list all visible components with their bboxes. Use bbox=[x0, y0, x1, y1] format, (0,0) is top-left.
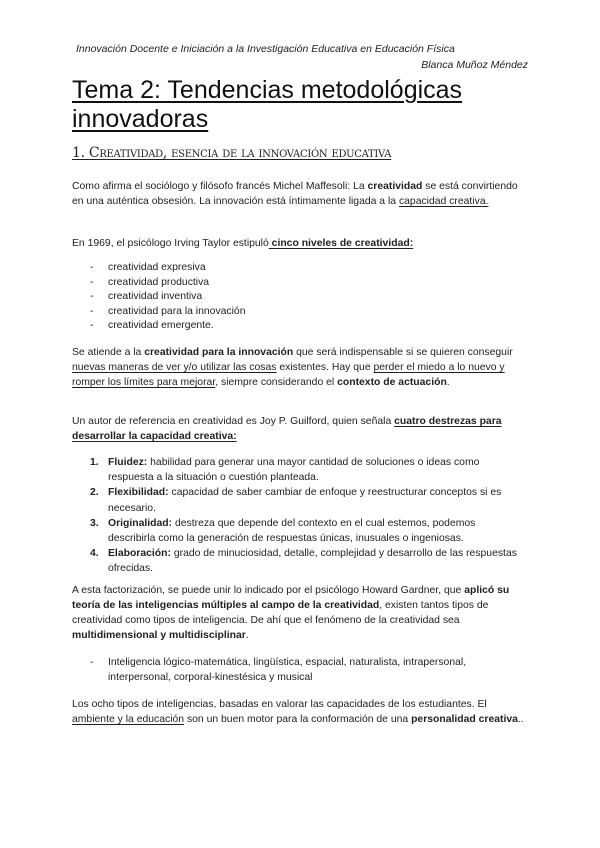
intelligences-list bbox=[90, 655, 520, 685]
list-item bbox=[90, 485, 520, 515]
guilford-skills-list bbox=[90, 455, 520, 577]
paragraph-gardner bbox=[72, 583, 528, 643]
p4-text-a: Un autor de referencia en creatividad es Joy P. Guilford, quien señala bbox=[72, 416, 395, 427]
list-number: 1. bbox=[90, 457, 99, 468]
list-item: - creatividad productiva bbox=[90, 276, 520, 291]
skill-term: Originalidad: bbox=[108, 517, 173, 529]
p3-text-c: que será indispensable si se quieren conseguir bbox=[293, 347, 513, 358]
p1-underline-capacidad: capacidad creativa. bbox=[398, 196, 489, 207]
list-item: - creatividad emergente. bbox=[90, 319, 520, 334]
p5-text-e: . bbox=[245, 630, 249, 641]
skill-desc: habilidad para generar una mayor cantidad de soluciones o ideas como respuesta a la situación o cuestión planteada. bbox=[108, 457, 480, 484]
list-item: - creatividad para la innovación bbox=[90, 305, 520, 320]
list-item: - Inteligencia lógico-matemática, lingüística, espacial, naturalista, intrapersonal, interpersonal, corporal-kinestésica y musical bbox=[90, 655, 520, 685]
p1-text-a: Como afirma el sociólogo y filósofo francés Michel Maffesoli: La bbox=[72, 181, 368, 192]
skill-term: Fluidez: bbox=[108, 457, 148, 468]
list-item bbox=[90, 546, 520, 576]
page-title: Tema 2: Tendencias metodológicas innovadoras bbox=[72, 76, 463, 133]
p3-text-e: existentes. Hay que bbox=[276, 362, 374, 373]
list-item bbox=[90, 455, 520, 485]
skill-desc: destreza que depende del contexto en el cual estemos, podemos describirla como la generación de respuestas únicas, inusuales o ingeniosas. bbox=[108, 517, 476, 545]
p6-bold-personalidad: personalidad creativa bbox=[411, 714, 518, 725]
p3-bold-contexto: contexto de actuación bbox=[337, 377, 447, 388]
p3-text-g: , siempre considerando el bbox=[215, 377, 338, 388]
p2-text-a: En 1969, el psicólogo Irving Taylor estipuló bbox=[72, 238, 269, 249]
paragraph-taylor bbox=[72, 236, 528, 251]
paragraph-guilford bbox=[72, 414, 528, 444]
p6-underline-ambiente: ambiente y la educación bbox=[72, 714, 185, 725]
p3-underline-perder-miedo: perder el miedo a lo nuevo y romper los límites para mejorar bbox=[72, 362, 505, 388]
p3-underline-nuevas-maneras: nuevas maneras de ver y/o utilizar las cosas bbox=[72, 362, 277, 373]
p5-text-a: A esta factorización, se puede unir lo indicado por el psicólogo Howard Gardner, que bbox=[72, 585, 465, 596]
skill-term: Flexibilidad: bbox=[108, 487, 169, 499]
p3-text-a: Se atiende a la bbox=[72, 347, 145, 358]
skill-desc: grado de minuciosidad, detalle, complejidad y desarrollo de las respuestas ofrecidas. bbox=[108, 548, 517, 575]
p2-bold-niveles: cinco niveles de creatividad: bbox=[268, 238, 414, 249]
creativity-levels-list bbox=[90, 261, 520, 334]
skill-desc: capacidad de saber cambiar de enfoque y reestructurar conceptos si es necesario. bbox=[108, 487, 502, 514]
paragraph-eight-intelligences bbox=[72, 697, 528, 727]
list-number: 4. bbox=[90, 548, 99, 560]
list-item: - creatividad expresiva bbox=[90, 261, 520, 276]
p6-text-c: son un buen motor para la conformación de una bbox=[184, 714, 412, 725]
p3-text-i: . bbox=[446, 377, 450, 388]
paragraph-innovation bbox=[72, 345, 528, 390]
p3-bold-creatividad-innovacion: creatividad para la innovación bbox=[144, 347, 294, 358]
header-author: Blanca Muñoz Méndez bbox=[421, 59, 528, 71]
p5-bold-multidimensional: multidimensional y multidisciplinar bbox=[72, 630, 246, 641]
section-heading: 1. Creatividad, esencia de la innovación educativa bbox=[72, 145, 392, 161]
p5-bold-teoria: aplicó su teoría de las inteligencias múltiples al campo de la creatividad bbox=[72, 585, 510, 611]
paragraph-maffesoli bbox=[72, 179, 528, 209]
p4-bold-destrezas: cuatro destrezas para desarrollar la capacidad creativa: bbox=[72, 416, 502, 442]
p1-text-c: se está convirtiendo en una auténtica obsesión. La innovación está íntimamente ligada a la bbox=[72, 181, 518, 207]
list-number: 2. bbox=[90, 487, 99, 499]
list-item: - creatividad inventiva bbox=[90, 290, 520, 305]
p6-text-a: Los ocho tipos de inteligencias, basadas en valorar las capacidades de los estudiantes. El bbox=[72, 699, 487, 710]
list-number: 3. bbox=[90, 517, 99, 529]
p1-bold-creatividad: creatividad bbox=[367, 181, 423, 192]
p5-text-c: , existen tantos tipos de creatividad como tipos de inteligencia. De ahí que el fenómeno de la creatividad sea bbox=[72, 600, 489, 626]
list-item bbox=[90, 516, 520, 546]
skill-term: Elaboración: bbox=[108, 548, 171, 560]
header-course: Innovación Docente e Iniciación a la Investigación Educativa en Educación Física bbox=[76, 43, 455, 55]
p6-text-e: .. bbox=[517, 714, 524, 725]
